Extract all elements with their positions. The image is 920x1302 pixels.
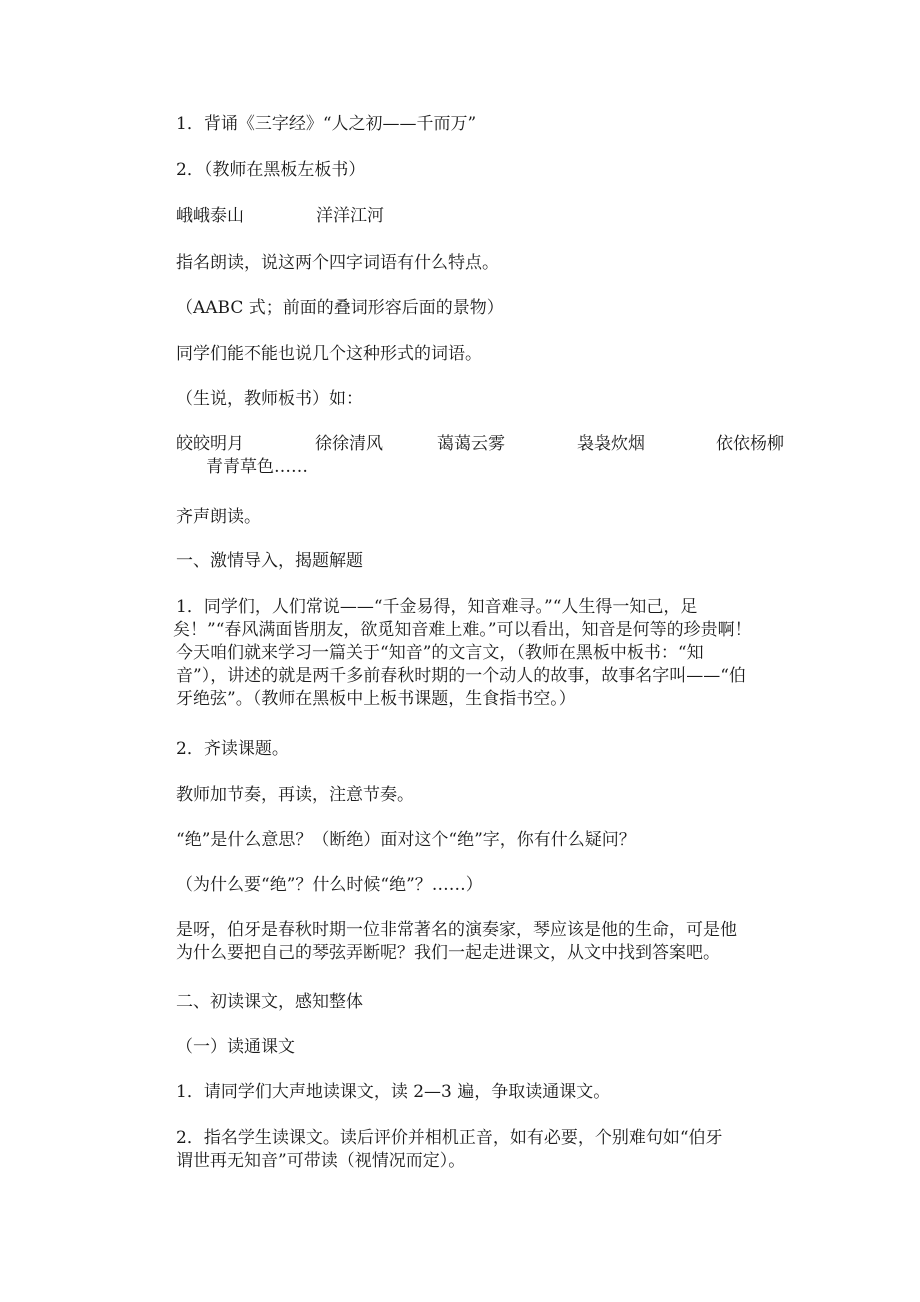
word-2: 徐徐清风 — [315, 434, 383, 454]
word-1: 皎皎明月 — [176, 434, 244, 454]
boya-paragraph — [176, 919, 791, 965]
question-line: “绝”是什么意思？（断绝）面对这个“绝”字，你有什么疑问？ — [176, 830, 636, 850]
word-4: 袅袅炊烟 — [577, 434, 645, 454]
word-taishan: 峨峨泰山 — [176, 206, 244, 226]
section-heading-1: 一、激情导入，揭题解题 — [176, 551, 363, 571]
read-together-line: 齐声朗读。 — [176, 507, 261, 527]
intro-line-2: 矣！”“春风满面皆朋友，欲觅知音难上难。”可以看出，知音是何等的珍贵啊！ — [173, 620, 752, 640]
question-answer-line: （为什么要“绝”？什么时候“绝”？……） — [176, 875, 483, 895]
intro-paragraph — [173, 596, 791, 711]
word-jianghe: 洋洋江河 — [316, 206, 384, 226]
boya-line-2: 为什么要把自己的琴弦弄断呢？我们一起走进课文，从文中找到答案吧。 — [176, 943, 720, 963]
student-read-line-1: 2．指名学生读课文。读后评价并相机正音，如有必要，个别难句如“伯牙 — [176, 1128, 723, 1148]
boya-line-1: 是呀，伯牙是春秋时期一位非常著名的演奏家，琴应该是他的生命，可是他 — [176, 920, 737, 940]
subsection-heading: （一）读通课文 — [176, 1037, 295, 1057]
blackboard-left-line: 2．（教师在黑板左板书） — [176, 160, 366, 180]
section-heading-2: 二、初读课文，感知整体 — [176, 992, 363, 1012]
aabc-line: （AABC 式；前面的叠词形容后面的景物） — [176, 298, 504, 318]
ask-students-line: 同学们能不能也说几个这种形式的词语。 — [176, 344, 482, 364]
intro-line-1: 1．同学们，人们常说——“千金易得，知音难寻。”“人生得一知己，足 — [176, 597, 698, 617]
recite-line: 1．背诵《三字经》“人之初——千而万” — [176, 114, 477, 134]
word-6: 青青草色…… — [206, 457, 308, 477]
student-read-line-2: 谓世再无知音”可带读（视情况而定）。 — [176, 1151, 466, 1171]
read-title-line: 2．齐读课题。 — [176, 739, 289, 759]
student-read-paragraph — [176, 1127, 791, 1173]
intro-line-3: 今天咱们就来学习一篇关于“知音”的文言文，（教师在黑板中板书：“知 — [176, 643, 704, 663]
word-3: 蔼蔼云雾 — [437, 434, 505, 454]
word-5: 依依杨柳 — [716, 434, 784, 454]
rhythm-line: 教师加节奏，再读，注意节奏。 — [176, 785, 414, 805]
read-aloud-line: 指名朗读，说这两个四字词语有什么特点。 — [176, 253, 499, 273]
intro-line-4: 音”），讲述的就是两千多前春秋时期的一个动人的故事，故事名字叫——“伯 — [176, 666, 746, 686]
students-say-line: （生说，教师板书）如： — [176, 389, 363, 409]
read-loud-line: 1．请同学们大声地读课文，读 2—3 遍，争取读通课文。 — [176, 1082, 611, 1102]
intro-line-5: 牙绝弦”。（教师在黑板中上板书课题，生食指书空。） — [176, 689, 576, 709]
